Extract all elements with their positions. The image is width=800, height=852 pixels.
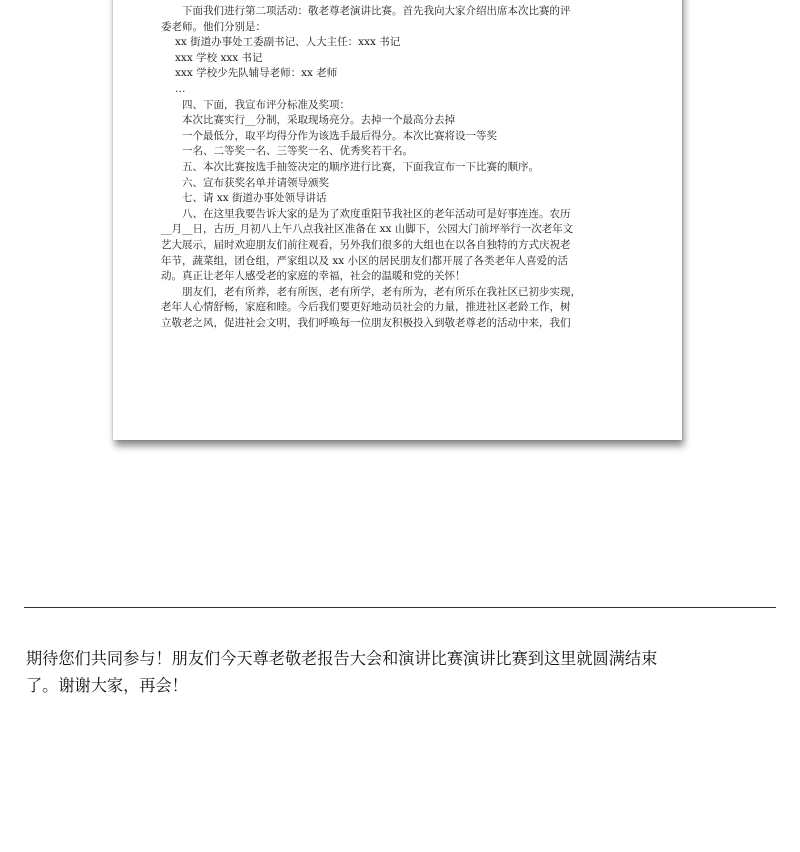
doc-line: xxx 学校 xxx 书记	[175, 51, 263, 64]
doc-line: 委老师。他们分别是：	[161, 20, 266, 33]
horizontal-divider	[24, 607, 776, 608]
doc-line: 五、本次比赛按选手抽签决定的顺序进行比赛，下面我宣布一下比赛的顺序。	[182, 160, 539, 173]
document-body	[161, 4, 641, 331]
doc-line: xx 街道办事处工委副书记、人大主任：xxx 书记	[175, 36, 401, 49]
doc-line: 动。真正让老年人感受老的家庭的幸福，社会的温暖和党的关怀！	[161, 270, 466, 283]
doc-line: 立敬老之风，促进社会文明，我们呼唤每一位朋友积极投入到敬老尊老的活动中来，我们	[161, 316, 571, 329]
doc-line: 朋友们，老有所养，老有所医，老有所学，老有所为，老有所乐在我社区已初步实现，	[182, 285, 581, 298]
document-page-image	[113, 0, 682, 440]
doc-line: 本次比赛实行__分制，采取现场亮分。去掉一个最高分去掉	[182, 114, 455, 127]
doc-line: 年节，蔬菜组，团仓组，严家组以及 xx 小区的居民朋友们都开展了各类老年人喜爱的活	[161, 254, 569, 267]
doc-line: xxx 学校少先队辅导老师：xx 老师	[175, 67, 338, 80]
doc-line: 一名、二等奖一名、三等奖一名、优秀奖若干名。	[182, 145, 413, 158]
doc-line: 一个最低分，取平均得分作为该选手最后得分。本次比赛将设一等奖	[182, 129, 497, 142]
doc-line: 八、在这里我要告诉大家的是为了欢度重阳节我社区的老年活动可是好事连连。农历	[182, 207, 571, 220]
doc-line: 六、宣布获奖名单并请领导颁奖	[182, 176, 329, 189]
doc-line: 四、下面，我宣布评分标准及奖项：	[182, 98, 350, 111]
doc-line: __月__日，古历_月初八上午八点我社区准备在 xx 山脚下，公园大门前坪举行一次老年文	[161, 223, 574, 236]
doc-line: 艺大展示，届时欢迎朋友们前往观看，另外我们很多的大组也在以各自独特的方式庆祝老	[161, 238, 571, 251]
doc-line: 七、请 xx 街道办事处领导讲话	[182, 192, 327, 205]
doc-line: 下面我们进行第二项活动：敬老尊老演讲比赛。首先我向大家介绍出席本次比赛的评	[182, 5, 571, 17]
closing-paragraph: 期待您们共同参与！朋友们今天尊老敬老报告大会和演讲比赛演讲比赛到这里就圆满结束 了。谢谢大家，再会！	[26, 649, 658, 695]
doc-line: …	[175, 82, 186, 95]
doc-line: 老年人心情舒畅，家庭和睦。今后我们要更好地动员社会的力量，推进社区老龄工作，树	[161, 301, 571, 314]
